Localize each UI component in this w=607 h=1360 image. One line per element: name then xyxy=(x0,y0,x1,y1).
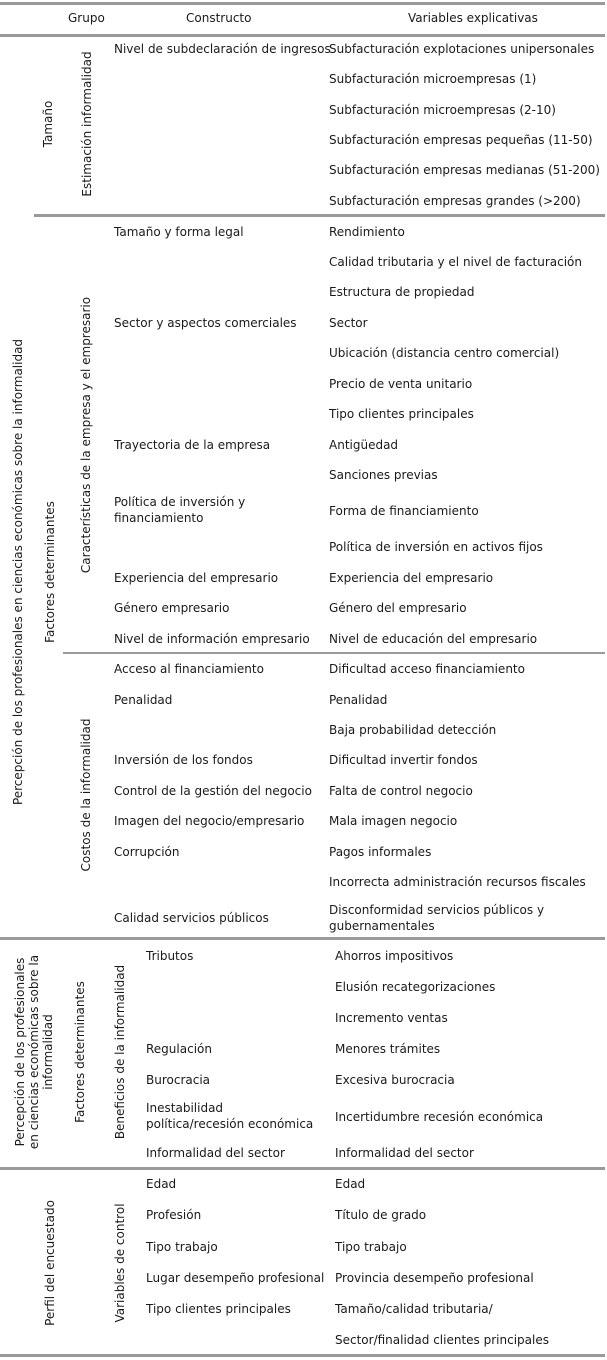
s1-variable: Subfacturación microempresas (1) xyxy=(329,72,537,86)
s2-subgroup-label: Factores determinantes xyxy=(43,501,57,643)
s2-sub2-label: Costos de la informalidad xyxy=(79,718,93,872)
s2-variable: Nivel de educación del empresario xyxy=(329,632,538,646)
s1-constructo: Nivel de subdeclaración de ingresos xyxy=(114,42,331,56)
s2-variable: Tipo clientes principales xyxy=(329,407,474,421)
s2-variable: Sector xyxy=(329,316,368,330)
s2-variable: Forma de financiamiento xyxy=(329,504,479,518)
s2-variable: Experiencia del empresario xyxy=(329,571,494,585)
s2-constructo: Corrupción xyxy=(114,845,180,859)
s2-constructo: Calidad servicios públicos xyxy=(114,911,269,925)
s2-variable: Baja probabilidad detección xyxy=(329,723,497,737)
s3-variable: Menores trámites xyxy=(335,1042,441,1056)
s2-variable: Penalidad xyxy=(329,693,388,707)
s4-constructo: Profesión xyxy=(146,1208,202,1222)
s2-variable: Disconformidad servicios públicos y gubernamentales xyxy=(329,903,545,933)
bottom-rule xyxy=(0,1354,605,1357)
s2-constructo: Sector y aspectos comerciales xyxy=(114,316,297,330)
s2-sub1-label: Características de la empresa y el empresario xyxy=(79,296,93,574)
s4-constructo: Tipo trabajo xyxy=(146,1240,218,1254)
s4-variable: Sector/finalidad clientes principales xyxy=(335,1333,549,1347)
s3-variable: Informalidad del sector xyxy=(335,1146,474,1160)
s3-variable: Ahorros impositivos xyxy=(335,949,454,963)
header-rule xyxy=(0,34,605,37)
s3-variable: Incremento ventas xyxy=(335,1011,448,1025)
s2-variable: Dificultad invertir fondos xyxy=(329,753,478,767)
s2-sub-rule xyxy=(63,652,605,654)
s1-variable: Subfacturación empresas grandes (>200) xyxy=(329,194,581,208)
s3-rule xyxy=(0,1167,605,1170)
s2-constructo: Nivel de información empresario xyxy=(114,632,310,646)
s2-constructo: Tamaño y forma legal xyxy=(114,225,244,239)
s2-variable: Calidad tributaria y el nivel de facturación xyxy=(329,255,582,269)
s2-variable: Rendimiento xyxy=(329,225,405,239)
s3-constructo: Burocracia xyxy=(146,1073,211,1087)
s1-variable: Subfacturación empresas pequeñas (11-50) xyxy=(329,133,593,147)
s2-variable: Sanciones previas xyxy=(329,468,438,482)
header-constructo: Constructo xyxy=(186,11,252,25)
s4-constructo: Edad xyxy=(146,1177,177,1191)
s1-subgroup-label: Estimación informalidad xyxy=(80,51,94,197)
s3-variable: Excesiva burocracia xyxy=(335,1073,455,1087)
s2-constructo: Inversión de los fondos xyxy=(114,753,253,767)
s2-variable: Estructura de propiedad xyxy=(329,285,475,299)
s1-group-label: Tamaño xyxy=(41,100,55,148)
s2-constructo: Trayectoria de la empresa xyxy=(114,438,271,452)
s2-constructo: Penalidad xyxy=(114,693,173,707)
header-grupo: Grupo xyxy=(68,11,105,25)
s1-variable: Subfacturación explotaciones unipersonales xyxy=(329,42,595,56)
s3-constructo: Regulación xyxy=(146,1042,212,1056)
s3-variable: Incertidumbre recesión económica xyxy=(335,1110,544,1124)
s3-constructo: Tributos xyxy=(146,949,194,963)
s2-variable: Precio de venta unitario xyxy=(329,377,473,391)
s1-rule xyxy=(34,214,605,217)
s4-variable: Título de grado xyxy=(335,1208,427,1222)
s2-constructo: Imagen del negocio/empresario xyxy=(114,814,305,828)
s2-group-label: Percepción de los profesionales en ciencias económicas sobre la informalidad xyxy=(11,338,25,806)
s2-constructo: Experiencia del empresario xyxy=(114,571,279,585)
s4-subgroup-label: Variables de control xyxy=(113,1203,127,1323)
s2-constructo: Género empresario xyxy=(114,601,230,615)
s2-constructo: Control de la gestión del negocio xyxy=(114,784,312,798)
s2-variable: Incorrecta administración recursos fiscales xyxy=(329,875,586,889)
s4-variable: Tamaño/calidad tributaria/ xyxy=(335,1302,493,1316)
s4-variable: Tipo trabajo xyxy=(335,1240,407,1254)
s2-variable: Dificultad acceso financiamiento xyxy=(329,662,525,676)
top-rule xyxy=(0,2,605,5)
s2-variable: Ubicación (distancia centro comercial) xyxy=(329,346,560,360)
s3-constructo: Informalidad del sector xyxy=(146,1146,285,1160)
s4-group-label: Perfil del encuestado xyxy=(43,1200,57,1326)
s4-variable: Edad xyxy=(335,1177,366,1191)
s3-constructo: Inestabilidad política/recesión económica xyxy=(146,1101,314,1131)
header-variables: Variables explicativas xyxy=(408,11,538,25)
s2-constructo: Acceso al financiamiento xyxy=(114,662,264,676)
s2-variable: Pagos informales xyxy=(329,845,432,859)
s1-variable: Subfacturación empresas medianas (51-200) xyxy=(329,163,600,177)
s4-constructo: Tipo clientes principales xyxy=(146,1302,291,1316)
s2-variable: Antigüedad xyxy=(329,438,399,452)
s3-variable: Elusión recategorizaciones xyxy=(335,980,496,994)
s4-constructo: Lugar desempeño profesional xyxy=(146,1271,325,1285)
s2-variable: Mala imagen negocio xyxy=(329,814,458,828)
s2-variable: Política de inversión en activos fijos xyxy=(329,540,543,554)
s3-sub-label: Beneficios de la informalidad xyxy=(113,964,127,1140)
s2-constructo: Política de inversión y financiamiento xyxy=(114,495,246,525)
s4-variable: Provincia desempeño profesional xyxy=(335,1271,534,1285)
s2-variable: Falta de control negocio xyxy=(329,784,473,798)
s3-subgroup-label: Factores determinantes xyxy=(73,981,87,1123)
s3-group-label: Percepción de los profesionales en ciencias económicas sobre la informalidad xyxy=(13,954,55,1150)
s2-variable: Género del empresario xyxy=(329,601,467,615)
s2-rule xyxy=(0,937,605,940)
s1-variable: Subfacturación microempresas (2-10) xyxy=(329,103,556,117)
